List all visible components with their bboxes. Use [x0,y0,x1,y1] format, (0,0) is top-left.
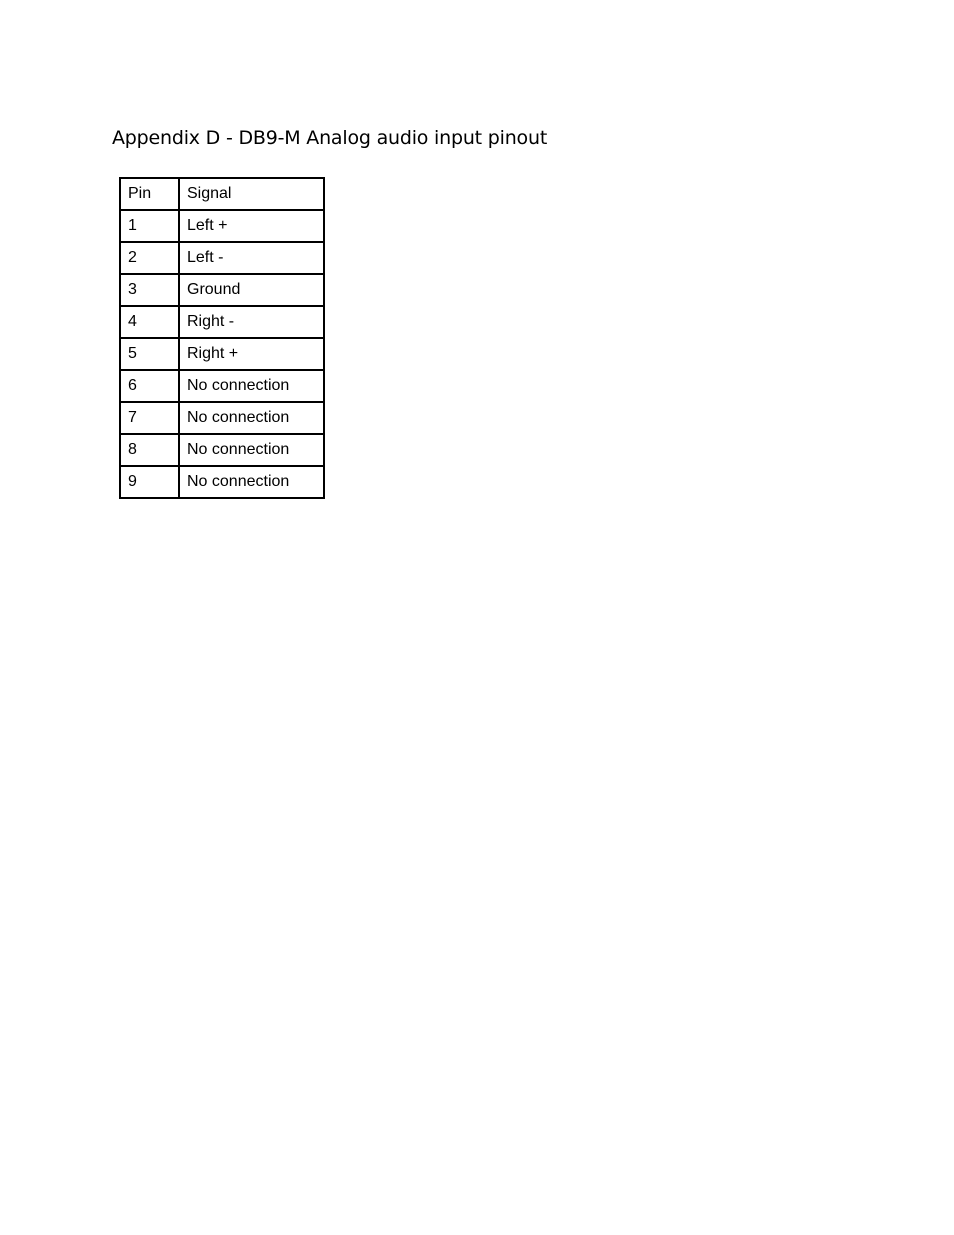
signal-cell: Left + [179,210,324,242]
pin-cell: 5 [120,338,179,370]
table-row [120,370,324,402]
table-row [120,338,324,370]
signal-cell: No connection [179,434,324,466]
table-row [120,242,324,274]
signal-cell: No connection [179,402,324,434]
pin-cell: 6 [120,370,179,402]
signal-cell: No connection [179,370,324,402]
pin-cell: 3 [120,274,179,306]
signal-cell: Left - [179,242,324,274]
table-row [120,434,324,466]
table-row [120,306,324,338]
signal-cell: Ground [179,274,324,306]
pin-cell: 7 [120,402,179,434]
pin-cell: 4 [120,306,179,338]
pin-cell: 8 [120,434,179,466]
pin-cell: 9 [120,466,179,498]
signal-cell: Right - [179,306,324,338]
pin-cell: 1 [120,210,179,242]
pin-cell: 2 [120,242,179,274]
table-row [120,466,324,498]
table-header-row [120,178,324,210]
table-row [120,274,324,306]
page-title: Appendix D - DB9-M Analog audio input pinout [112,127,548,149]
signal-cell: Right + [179,338,324,370]
column-header-signal: Signal [179,178,324,210]
table-row [120,210,324,242]
signal-cell: No connection [179,466,324,498]
pinout-table [119,177,325,499]
column-header-pin: Pin [120,178,179,210]
table-row [120,402,324,434]
